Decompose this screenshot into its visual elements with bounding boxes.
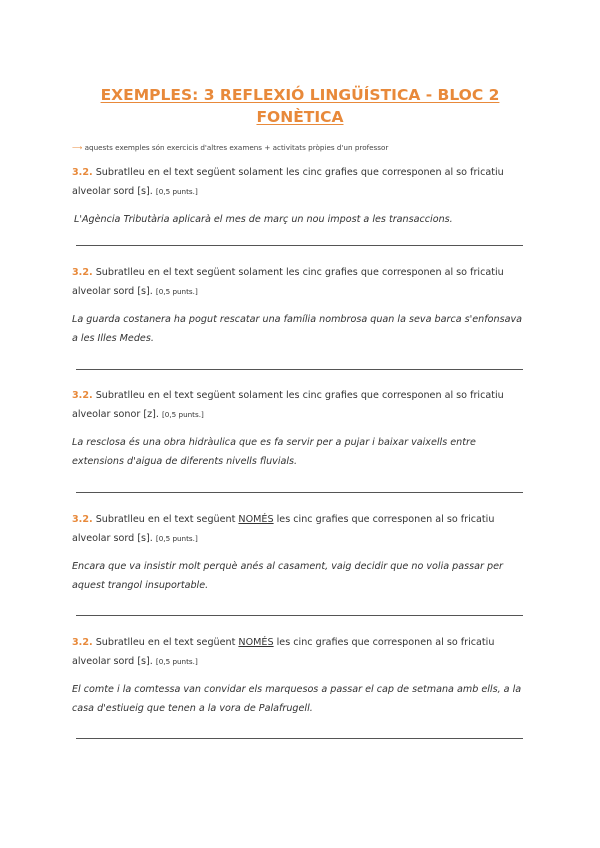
answer-line [76, 492, 523, 493]
exercise-question [72, 386, 524, 424]
title-line-2: FONÈTICA [256, 108, 344, 126]
page-title [60, 84, 540, 128]
exercise-5 [72, 633, 524, 718]
arrow-icon: ⟶ [72, 143, 83, 152]
answer-line [76, 369, 523, 370]
exercise-text: El comte i la comtessa van convidar els marquesos a passar el cap de setmana amb ells, a la casa d'estiueig que tenen a la vora de Palafrugell. [72, 684, 522, 714]
question-text: Subratlleu en el text següent [95, 514, 239, 525]
answer-line [76, 738, 523, 739]
exercise-text: L'Agència Tributària aplicarà el mes de març un nou impost a les transaccions. [74, 214, 453, 225]
points-label: [0,5 punts.] [161, 410, 204, 419]
exercise-number: 3.2. [72, 167, 93, 178]
exercise-question [72, 163, 524, 201]
exercise-number: 3.2. [72, 637, 93, 648]
question-text: Subratlleu en el text següent solament les cinc grafies que corresponen al so fricatiu alveolar sonor [z]. [72, 390, 504, 420]
exercise-text: Encara que va insistir molt perquè anés al casament, vaig decidir que no volia passar per aquest trangol insuportable. [72, 561, 503, 591]
exercise-2 [72, 263, 524, 348]
exercise-1 [72, 163, 524, 229]
points-label: [0,5 punts.] [155, 657, 198, 666]
answer-line [76, 615, 523, 616]
exercise-4 [72, 510, 524, 595]
exercise-text: La guarda costanera ha pogut rescatar una família nombrosa quan la seva barca s'enfonsava a les Illes Medes. [72, 314, 523, 344]
title-line-1: EXEMPLES: 3 REFLEXIÓ LINGÜÍSTICA - BLOC 2 [100, 86, 500, 104]
question-text: Subratlleu en el text següent [95, 637, 239, 648]
emphasis-word: NOMÉS [238, 514, 274, 525]
exercise-number: 3.2. [72, 514, 93, 525]
exercise-question [72, 263, 524, 301]
points-label: [0,5 punts.] [155, 534, 198, 543]
exercise-number: 3.2. [72, 267, 93, 278]
points-label: [0,5 punts.] [155, 187, 198, 196]
question-text: Subratlleu en el text següent solament les cinc grafies que corresponen al so fricatiu alveolar sord [s]. [72, 167, 504, 197]
exercise-number: 3.2. [72, 390, 93, 401]
question-text-end: les cinc grafies que corresponen al so fricatiu alveolar sord [s]. [72, 637, 495, 667]
exercise-question [72, 633, 524, 671]
question-text: Subratlleu en el text següent solament les cinc grafies que corresponen al so fricatiu alveolar sord [s]. [72, 267, 504, 297]
intro-note-text: aquests exemples són exercicis d'altres examens + activitats pròpies d'un professor [84, 143, 389, 152]
answer-line [76, 245, 523, 246]
points-label: [0,5 punts.] [155, 287, 198, 296]
intro-note [72, 143, 388, 152]
emphasis-word: NOMÉS [238, 637, 274, 648]
exercise-question [72, 510, 524, 548]
exercise-3 [72, 386, 524, 471]
exercise-text: La resclosa és una obra hidràulica que es fa servir per a pujar i baixar vaixells entre extensions d'aigua de diferents nivells fluvials. [72, 437, 476, 467]
question-text-end: les cinc grafies que corresponen al so fricatiu alveolar sord [s]. [72, 514, 495, 544]
